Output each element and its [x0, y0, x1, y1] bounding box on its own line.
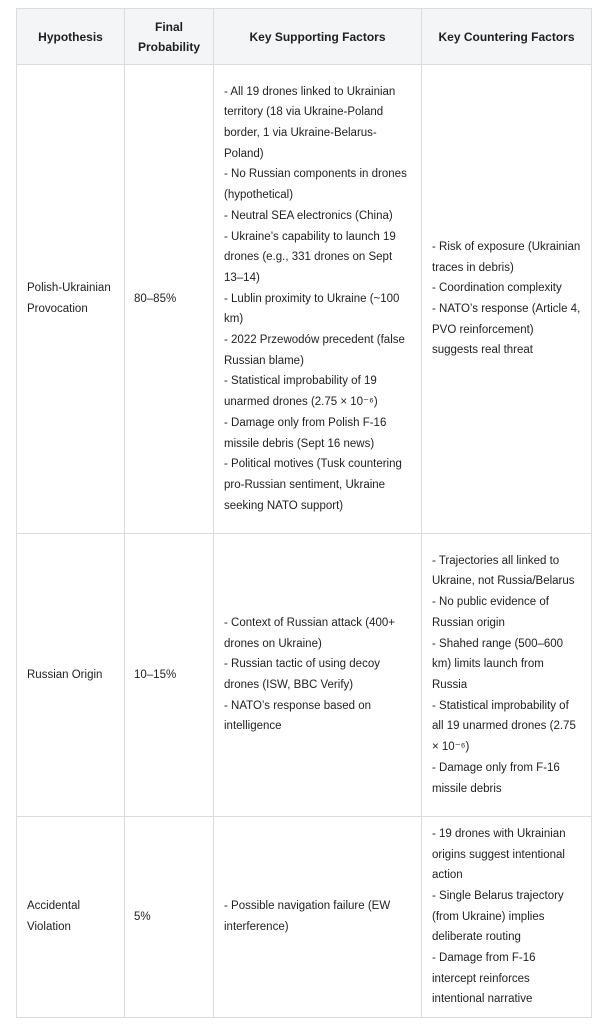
factor-item: - Trajectories all linked to Ukraine, not Russia/Belarus — [432, 554, 575, 588]
factor-item: - Damage from F-16 intercept reinforces intentional narrative — [432, 952, 539, 1006]
hypothesis-table-container — [16, 8, 591, 1018]
header-row — [17, 9, 592, 65]
factor-item: - NATO’s response based on intelligence — [224, 699, 375, 733]
supporting-factors-cell — [214, 817, 422, 1018]
factor-item: - Coordination complexity — [432, 282, 562, 295]
factor-item: - All 19 drones linked to Ukrainian territory (18 via Ukraine-Poland border, 1 via Ukraine-Belarus-Poland) — [224, 85, 399, 160]
factor-item: - Lublin proximity to Ukraine (~100 km) — [224, 292, 403, 326]
factor-item: - Risk of exposure (Ukrainian traces in debris) — [432, 240, 584, 274]
factor-item: - NATO’s response (Article 4, PVO reinforcement) suggests real threat — [432, 303, 584, 357]
factor-item: - Single Belarus trajectory (from Ukraine) implies deliberate routing — [432, 889, 567, 944]
header-final-probability: Final Probability — [125, 9, 214, 65]
factor-item: - Russian tactic of using decoy drones (ISW, BBC Verify) — [224, 658, 384, 691]
hypothesis-cell: Russian Origin — [17, 534, 125, 817]
probability-cell: 10–15% — [125, 534, 214, 817]
header-hypothesis: Hypothesis — [17, 9, 125, 65]
factor-item: - Ukraine’s capability to launch 19 drones (e.g., 331 drones on Sept 13–14) — [224, 230, 399, 284]
supporting-factors-cell — [214, 65, 422, 534]
table-row — [17, 534, 592, 817]
header-supporting-factors: Key Supporting Factors — [214, 9, 422, 65]
countering-factors-cell — [422, 817, 592, 1018]
table-row — [17, 817, 592, 1018]
factor-item: - Neutral SEA electronics (China) — [224, 209, 393, 222]
factor-item: - Context of Russian attack (400+ drones on Ukraine) — [224, 616, 399, 650]
factor-item: - Shahed range (500–600 km) limits launch from Russia — [432, 637, 567, 691]
factor-item: - Damage only from Polish F-16 missile debris (Sept 16 news) — [224, 416, 390, 450]
probability-cell: 80–85% — [125, 65, 214, 534]
factor-item: - No Russian components in drones (hypothetical) — [224, 168, 411, 202]
factor-item: - Damage only from F-16 missile debris — [432, 761, 564, 795]
supporting-factors-cell — [214, 534, 422, 817]
factor-item: - Statistical improbability of 19 unarmed drones (2.75 × 10⁻⁶) — [224, 375, 380, 409]
factor-item: - Political motives (Tusk countering pro-Russian sentiment, Ukraine seeking NATO support) — [224, 458, 406, 512]
table-row — [17, 65, 592, 534]
countering-factors-cell — [422, 534, 592, 817]
factor-item: - Possible navigation failure (EW interference) — [224, 900, 394, 933]
hypothesis-cell: Polish-Ukrainian Provocation — [17, 65, 125, 534]
hypothesis-cell: Accidental Violation — [17, 817, 125, 1018]
factor-item: - Statistical improbability of all 19 unarmed drones (2.75 × 10⁻⁶) — [432, 699, 580, 754]
hypothesis-table — [16, 8, 592, 1018]
header-countering-factors: Key Countering Factors — [422, 9, 592, 65]
factor-item: - 19 drones with Ukrainian origins suggest intentional action — [432, 827, 569, 882]
factor-item: - No public evidence of Russian origin — [432, 596, 553, 629]
probability-cell: 5% — [125, 817, 214, 1018]
factor-item: - 2022 Przewodów precedent (false Russian blame) — [224, 334, 409, 367]
countering-factors-cell — [422, 65, 592, 534]
